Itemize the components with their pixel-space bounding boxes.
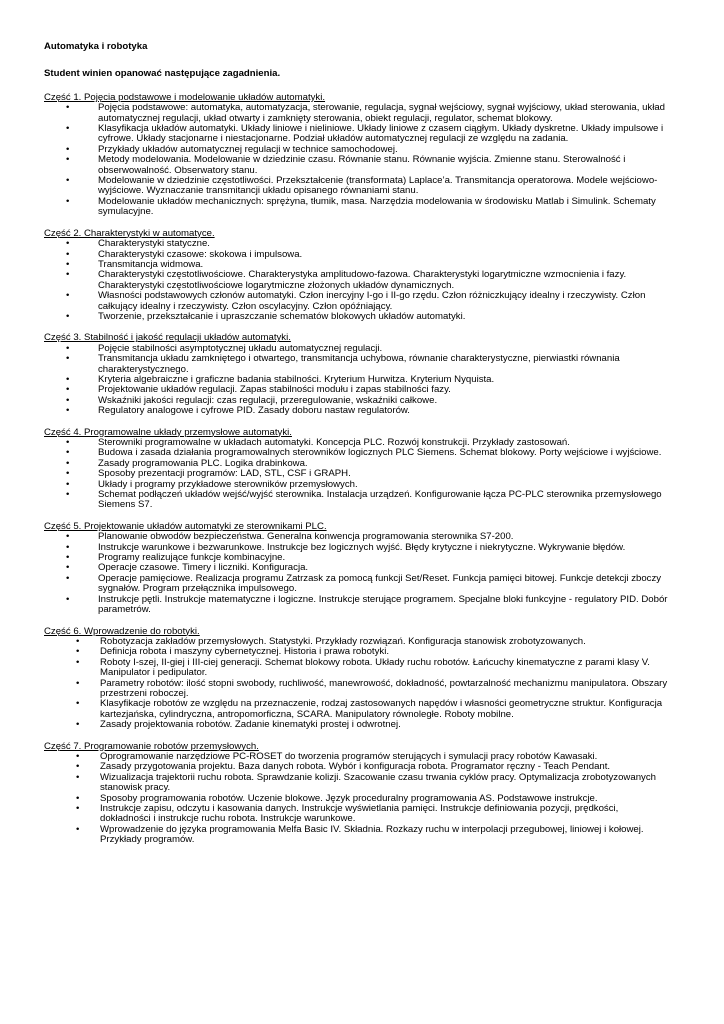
list-item: • Projektowanie układów regulacji. Zapas stabilności modułu i zapas stabilności fazy.	[44, 385, 668, 395]
document-subtitle: Student winien opanować następujące zagadnienia.	[44, 68, 281, 80]
list-item: • Schemat podłączeń układów wejść/wyjść sterownika. Instalacja urządzeń. Konfigurowanie łącza PC-PLC sterownika przemysłowego Siemens S7.	[44, 490, 668, 511]
section-7	[44, 742, 668, 846]
bullet-list	[44, 532, 668, 615]
list-item: • Programy realizujące funkcje kombinacyjne.	[44, 553, 668, 563]
list-item: • Wizualizacja trajektorii ruchu robota. Sprawdzanie kolizji. Szacowanie czasu trwania cyklów pracy. Optymalizacja zrobotyzowanych stanowisk pracy.	[44, 773, 668, 794]
section-title: Część 1. Pojęcia podstawowe i modelowanie układów automatyki.	[44, 91, 326, 103]
list-item: • Roboty I-szej, II-giej i III-ciej generacji. Schemat blokowy robota. Układy ruchu robotów. Łańcuchy kinematyczne z parami klasy V. Manipulator i pedipulator.	[44, 658, 668, 679]
bullet-list	[44, 239, 668, 322]
list-item: • Modelowanie układów mechanicznych: sprężyna, tłumik, masa. Narzędzia modelowania w środowisku Matlab i Simulink. Schematy symulacyjne.	[44, 197, 668, 218]
list-item: • Charakterystyki statyczne.	[44, 239, 668, 249]
list-item: • Kryteria algebraiczne i graficzne badania stabilności. Kryterium Hurwitza. Kryterium Nyquista.	[44, 375, 668, 385]
list-item: • Operacje czasowe. Timery i liczniki. Konfiguracja.	[44, 563, 668, 573]
list-item: • Instrukcje pętli. Instrukcje matematyczne i logiczne. Instrukcje sterujące programem. Specjalne bloki funkcyjne - regulatory PID. Dobór parametrów.	[44, 595, 668, 616]
list-item: • Pojęcie stabilności asymptotycznej układu automatycznej regulacji.	[44, 344, 668, 354]
list-item: • Operacje pamięciowe. Realizacja programu Zatrzask za pomocą funkcji Set/Reset. Funkcja pamięci bitowej. Funkcje detekcji zboczy sygnałów. Program przełącznika impulsowego.	[44, 574, 668, 595]
list-item: • Transmitancja układu zamkniętego i otwartego, transmitancja uchybowa, równanie charakterystyczne, pierwiastki równania charakterystycznego.	[44, 354, 668, 375]
list-item: • Charakterystyki częstotliwościowe. Charakterystyka amplitudowo-fazowa. Charakterystyki logarytmiczne wzmocnienia i fazy. Charakterystyki częstotliwościowe logarytmiczne złożonych układów dynamicznych.	[44, 270, 668, 291]
list-item: • Charakterystyki czasowe: skokowa i impulsowa.	[44, 250, 668, 260]
section-title: Część 3. Stabilność i jakość regulacji układów automatyki.	[44, 332, 291, 344]
list-item: • Instrukcje zapisu, odczytu i kasowania danych. Instrukcje wyświetlania pamięci. Instrukcje definiowania pozycji, prędkości, dokładności i instrukcje ruchu robota. Instrukcje warunkowe.	[44, 804, 668, 825]
section-1	[44, 93, 668, 218]
bullet-list	[44, 103, 668, 217]
bullet-list	[44, 637, 668, 731]
section-title: Część 5. Projektowanie układów automatyki ze sterownikami PLC.	[44, 520, 327, 532]
list-item: • Klasyfikacje robotów ze względu na przeznaczenie, rodzaj zastosowanych napędów i własności geometryczne struktur. Konfiguracja kartezjańska, cylindryczna, antropomorficzna, SCARA. Manipulatory równoległe. Roboty mobilne.	[44, 699, 668, 720]
bullet-list	[44, 438, 668, 511]
list-item: • Metody modelowania. Modelowanie w dziedzinie czasu. Równanie stanu. Równanie wyjścia. Zmienne stanu. Sterowalność i obserwowalność. Obserwatory stanu.	[44, 155, 668, 176]
section-title: Część 2. Charakterystyki w automatyce.	[44, 227, 215, 239]
list-item: • Zasady programowania PLC. Logika drabinkowa.	[44, 459, 668, 469]
list-item: • Instrukcje warunkowe i bezwarunkowe. Instrukcje bez logicznych wyjść. Błędy krytyczne i niekrytyczne. Wykrywanie błędów.	[44, 543, 668, 553]
list-item: • Klasyfikacja układów automatyki. Układy liniowe i nieliniowe. Układy liniowe z czasem ciągłym. Układy dyskretne. Układy impulsowe i cyfrowe. Układy stacjonarne i niestacjonarne. Podział układów automatycznej regulacji ze względu na zadania.	[44, 124, 668, 145]
list-item: • Planowanie obwodów bezpieczeństwa. Generalna konwencja programowania sterownika S7-200.	[44, 532, 668, 542]
list-item: • Sposoby programowania robotów. Uczenie blokowe. Język proceduralny programowania AS. Podstawowe instrukcje.	[44, 794, 668, 804]
section-4	[44, 428, 668, 511]
list-item: • Pojęcia podstawowe: automatyka, automatyzacja, sterowanie, regulacja, sygnał wejściowy, sygnał wyjściowy, układ sterowania, układ automatycznej regulacji, układ otwarty i zamknięty sterowania, obiekt regulacji, regulator, schemat blokowy.	[44, 103, 668, 124]
bullet-list	[44, 752, 668, 846]
list-item: • Układy i programy przykładowe sterowników przemysłowych.	[44, 480, 668, 490]
list-item: • Robotyzacja zakładów przemysłowych. Statystyki. Przykłady rozwiązań. Konfiguracja stanowisk zrobotyzowanych.	[44, 637, 668, 647]
list-item: • Sposoby prezentacji programów: LAD, STL, CSF i GRAPH.	[44, 469, 668, 479]
document-title: Automatyka i robotyka	[44, 41, 148, 52]
list-item: • Sterowniki programowalne w układach automatyki. Koncepcja PLC. Rozwój konstrukcji. Przykłady zastosowań.	[44, 438, 668, 448]
section-title: Część 7. Programowanie robotów przemysłowych.	[44, 740, 259, 752]
list-item: • Tworzenie, przekształcanie i upraszczanie schematów blokowych układów automatyki.	[44, 312, 668, 322]
list-item: • Zasady projektowania robotów. Zadanie kinematyki prostej i odwrotnej.	[44, 720, 668, 730]
section-2	[44, 229, 668, 323]
section-6	[44, 627, 668, 731]
section-5	[44, 522, 668, 616]
bullet-list	[44, 344, 668, 417]
list-item: • Budowa i zasada działania programowalnych sterowników logicznych PLC Siemens. Schemat blokowy. Porty wejściowe i wyjściowe.	[44, 448, 668, 458]
list-item: • Wprowadzenie do języka programowania Melfa Basic IV. Składnia. Rozkazy ruchu w interpolacji przegubowej, liniowej i kołowej. Przykłady programów.	[44, 825, 668, 846]
list-item: • Oprogramowanie narzędziowe PC-ROSET do tworzenia programów sterujących i symulacji pracy robotów Kawasaki.	[44, 752, 668, 762]
section-title: Część 6. Wprowadzenie do robotyki.	[44, 625, 200, 637]
list-item: • Transmitancja widmowa.	[44, 260, 668, 270]
list-item: • Przykłady układów automatycznej regulacji w technice samochodowej.	[44, 145, 668, 155]
list-item: • Parametry robotów: ilość stopni swobody, ruchliwość, manewrowość, dokładność, powtarzalność mechanizmu manipulatora. Obszary przestrzeni roboczej.	[44, 679, 668, 700]
list-item: • Definicja robota i maszyny cybernetycznej. Historia i prawa robotyki.	[44, 647, 668, 657]
list-item: • Zasady przygotowania projektu. Baza danych robota. Wybór i konfiguracja robota. Programator ręczny - Teach Pendant.	[44, 762, 668, 772]
list-item: • Wskaźniki jakości regulacji: czas regulacji, przeregulowanie, wskaźniki całkowe.	[44, 396, 668, 406]
section-title: Część 4. Programowalne układy przemysłowe automatyki.	[44, 426, 292, 438]
list-item: • Modelowanie w dziedzinie częstotliwości. Przekształcenie (transformata) Laplace’a. Transmitancja operatorowa. Modele wejściowo-wyjściowe. Wyznaczanie transmitancji układu opisanego równaniami stanu.	[44, 176, 668, 197]
list-item: • Regulatory analogowe i cyfrowe PID. Zasady doboru nastaw regulatorów.	[44, 406, 668, 416]
section-3	[44, 333, 668, 416]
list-item: • Własności podstawowych członów automatyki. Człon inercyjny I-go i II-go rzędu. Człon różniczkujący idealny i rzeczywisty. Człon całkujący idealny i rzeczywisty. Człon oscylacyjny. Człon opóźniający.	[44, 291, 668, 312]
